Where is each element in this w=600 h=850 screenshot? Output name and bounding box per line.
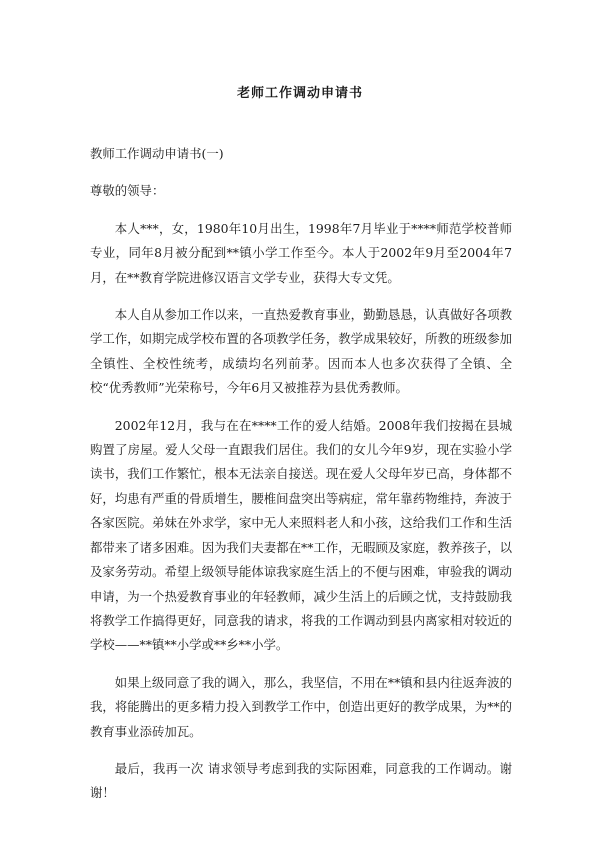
document-title: 老师工作调动申请书	[236, 86, 363, 101]
paragraph-commitment: 如果上级同意了我的调入，那么，我坚信，不用在**镇和县内往返奔波的我，将能腾出的更多精力投入到教学工作中，创造出更好的教学成果，为**的教育事业添砖加瓦。	[90, 674, 512, 739]
paragraph-personal-info: 本人***，女，1980年10月出生，1998年7月毕业于****师范学校普师专业，同年8月被分配到**镇小学工作至今。本人于2002年9月至2004年7月，在**教育学院进修汉语言文学专业，获得大专文凭。	[90, 220, 512, 285]
document-body	[90, 142, 512, 819]
salutation: 尊敬的领导：	[90, 183, 165, 199]
paragraph-work-record: 本人自从参加工作以来，一直热爱教育事业，勤勤恳恳，认真做好各项教学工作，如期完成学校布置的各项教学任务，教学成果较好，所教的班级参加全镇性、全校性统考，成绩均名列前茅。因而本人也多次获得了全镇、全校“优秀教师”光荣称号，今年6月又被推荐为县优秀教师。	[90, 307, 512, 396]
paragraph-family-situation: 2002年12月，我与在在****工作的爱人结婚。2008年我们按揭在县城购置了房屋。爱人父母一直跟我们居住。我们的女儿今年9岁，现在实验小学读书，我们工作繁忙，根本无法亲自接送。现在爱人父母年岁已高，身体都不好，均患有严重的骨质增生，腰椎间盘突出等病症，常年靠药物维持，奔波于各家医院。弟妹在外求学，家中无人来照料老人和小孩，这给我们工作和生活都带来了诸多困难。因为我们夫妻都在**工作，无暇顾及家庭，教养孩子，以及家务劳动。希望上级领导能体谅我家庭生活上的不便与困难，审验我的调动申请，为一个热爱教育事业的年轻教师，减少生活上的后顾之忧，支持鼓励我将教学工作搞得更好，同意我的请求，将我的工作调动到县内离家相对较近的学校——**镇**小学或**乡**小学。	[90, 417, 512, 653]
paragraph-closing: 最后，我再一次 请求领导考虑到我的实际困难，同意我的工作调动。谢谢！	[90, 760, 512, 801]
document-subtitle: 教师工作调动申请书(一)	[90, 146, 224, 161]
